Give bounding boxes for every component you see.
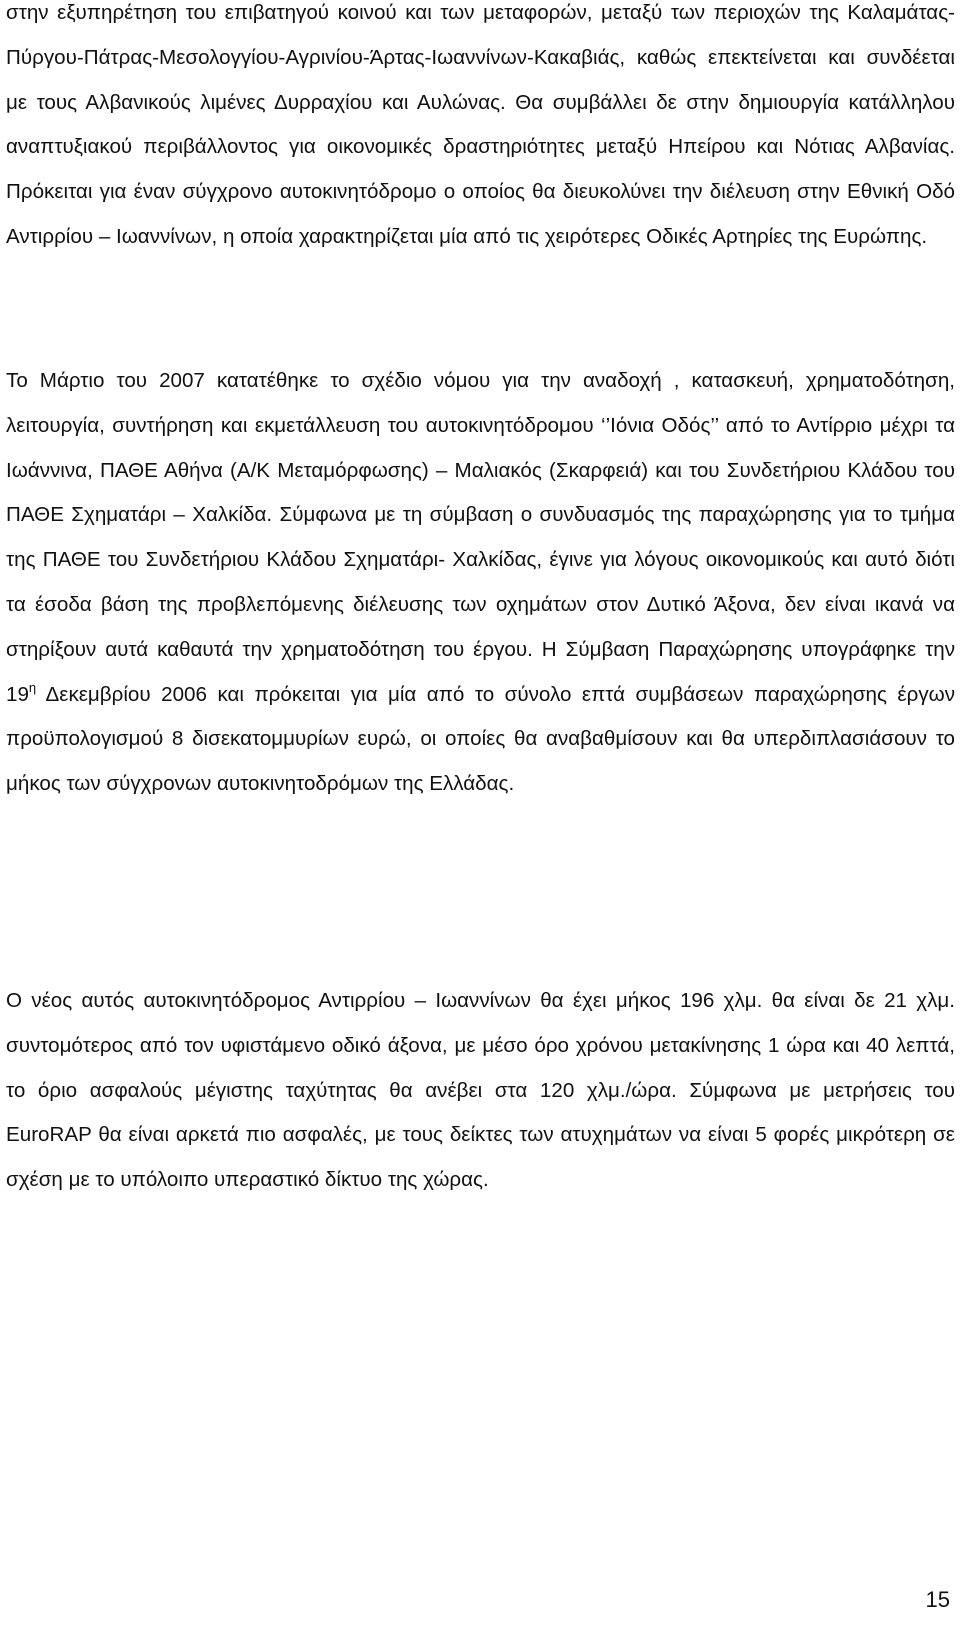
superscript-ordinal: η: [28, 679, 37, 695]
paragraph-ionia-odos-route: στην εξυπηρέτηση του επιβατηγού κοινού και των μεταφορών, μεταξύ των περιοχών της Καλαμάτας-Πύργου-Πάτρας-Μεσολογγίου-Αγρινίου-Άρτας-Ιωαννίνων-Κακαβιάς, καθώς επεκτείνεται και συνδέεται με τους Αλβανικούς λιμένες Δυρραχίου και Αυλώνας. Θα συμβάλλει δε στην δημιουργία κατάλληλου αναπτυξιακού περιβάλλοντος για οικονομικές δραστηριότητες μεταξύ Ηπείρου και Νότιας Αλβανίας. Πρόκειται για έναν σύγχρονο αυτοκινητόδρομο ο οποίος θα διευκολύνει την διέλευση στην Εθνική Οδό Αντιρρίου – Ιωαννίνων, η οποία χαρακτηρίζεται μία από τις χειρότερες Οδικές Αρτηρίες της Ευρώπης.: [6, 1, 955, 248]
paragraph-concession-contract: [6, 359, 955, 807]
paragraph-text-before-superscript: Το Μάρτιο του 2007 κατατέθηκε το σχέδιο νόμου για την αναδοχή , κατασκευή, χρηματοδότηση, λειτουργία, συντήρηση και εκμετάλλευση του αυτοκινητόδρομου ‘’Ιόνια Οδός’’ από το Αντίρριο μέχρι τα Ιωάννινα, ΠΑΘΕ Αθήνα (Α/Κ Μεταμόρφωσης) – Μαλιακός (Σκαρφειά) και του Συνδετήριου Κλάδου του ΠΑΘΕ Σχηματάρι – Χαλκίδα. Σύμφωνα με τη σύμβαση ο συνδυασμός της παραχώρησης για το τμήμα της ΠΑΘΕ του Συνδετήριου Κλάδου Σχηματάρι- Χαλκίδας, έγινε για λόγους οικονομικούς και αυτό διότι τα έσοδα βάση της προβλεπόμενης διέλευσης των οχημάτων στον Δυτικό Άξονα, δεν είναι ικανά να στηρίξουν αυτά καθαυτά την χρηματοδότηση του έργου. Η Σύμβαση Παραχώρησης υπογράφηκε την 19: [6, 369, 955, 706]
page-number: 15: [925, 1587, 950, 1612]
paragraph-text-after-superscript: Δεκεμβρίου 2006 και πρόκειται για μία από το σύνολο επτά συμβάσεων παραχώρησης έργων προϋπολογισμού 8 δισεκατομμυρίων ευρώ, οι οποίες θα αναβαθμίσουν και θα υπερδιπλασιάσουν το μήκος των σύγχρονων αυτοκινητοδρόμων της Ελλάδας.: [6, 682, 955, 796]
paragraph-motorway-length: Ο νέος αυτός αυτοκινητόδρομος Αντιρρίου – Ιωαννίνων θα έχει μήκος 196 χλμ. θα είναι δε 21 χλμ. συντομότερος από τον υφιστάμενο οδικό άξονα, με μέσο όρο χρόνου μετακίνησης 1 ώρα και 40 λεπτά, το όριο ασφαλούς μέγιστης ταχύτητας θα ανέβει στα 120 χλμ./ώρα. Σύμφωνα με μετρήσεις του EuroRAP θα είναι αρκετά πιο ασφαλές, με τους δείκτες των ατυχημάτων να είναι 5 φορές μικρότερη σε σχέση με το υπόλοιπο υπεραστικό δίκτυο της χώρας.: [6, 989, 955, 1192]
